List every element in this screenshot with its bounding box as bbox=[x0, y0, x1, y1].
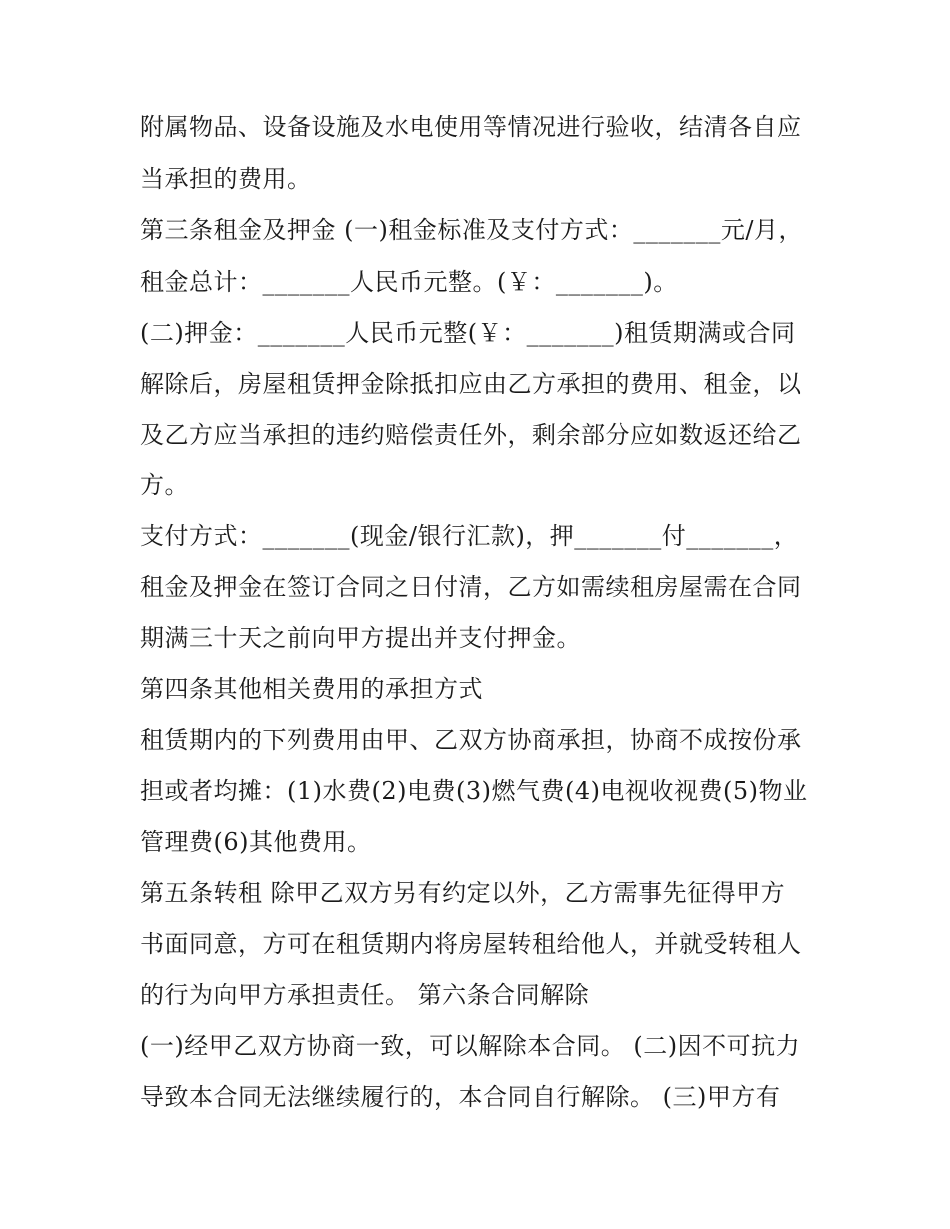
text-line: 管理费(6)其他费用。 bbox=[140, 828, 372, 856]
text-line: 期满三十天之前向甲方提出并支付押金。 bbox=[140, 624, 581, 652]
text-line: 附属物品、设备设施及水电使用等情况进行验收，结清各自应 bbox=[140, 113, 802, 141]
text-line: 的行为向甲方承担责任。 第六条合同解除 bbox=[140, 981, 590, 1009]
text-line: 第三条租金及押金 (一)租金标准及支付方式：_______元/月， bbox=[140, 216, 803, 244]
text-line: 担或者均摊：(1)水费(2)电费(3)燃气费(4)电视收视费(5)物业 bbox=[140, 777, 808, 805]
text-line: 方。 bbox=[140, 471, 189, 499]
text-line: 书面同意，方可在租赁期内将房屋转租给他人，并就受转租人 bbox=[140, 930, 802, 958]
text-line: 支付方式：_______(现金/银行汇款)，押_______付_______， bbox=[140, 522, 799, 550]
text-line: 导致本合同无法继续履行的，本合同自行解除。 (三)甲方有 bbox=[140, 1083, 781, 1111]
text-line: 租金及押金在签订合同之日付清，乙方如需续租房屋需在合同 bbox=[140, 573, 802, 601]
text-line: 当承担的费用。 bbox=[140, 165, 312, 193]
text-line: 第五条转租 除甲乙双方另有约定以外，乙方需事先征得甲方 bbox=[140, 879, 786, 907]
text-line: (二)押金：_______人民币元整(￥：_______)租赁期满或合同 bbox=[140, 319, 796, 347]
text-line: 及乙方应当承担的违约赔偿责任外，剩余部分应如数返还给乙 bbox=[140, 421, 802, 449]
text-line: 解除后，房屋租赁押金除抵扣应由乙方承担的费用、租金，以 bbox=[140, 370, 802, 398]
text-line: 第四条其他相关费用的承担方式 bbox=[140, 675, 483, 703]
text-line: 租金总计：_______人民币元整。(￥：_______)。 bbox=[140, 268, 678, 296]
text-line: (一)经甲乙双方协商一致，可以解除本合同。 (二)因不可抗力 bbox=[140, 1032, 801, 1060]
text-line: 租赁期内的下列费用由甲、乙双方协商承担，协商不成按份承 bbox=[140, 726, 802, 754]
